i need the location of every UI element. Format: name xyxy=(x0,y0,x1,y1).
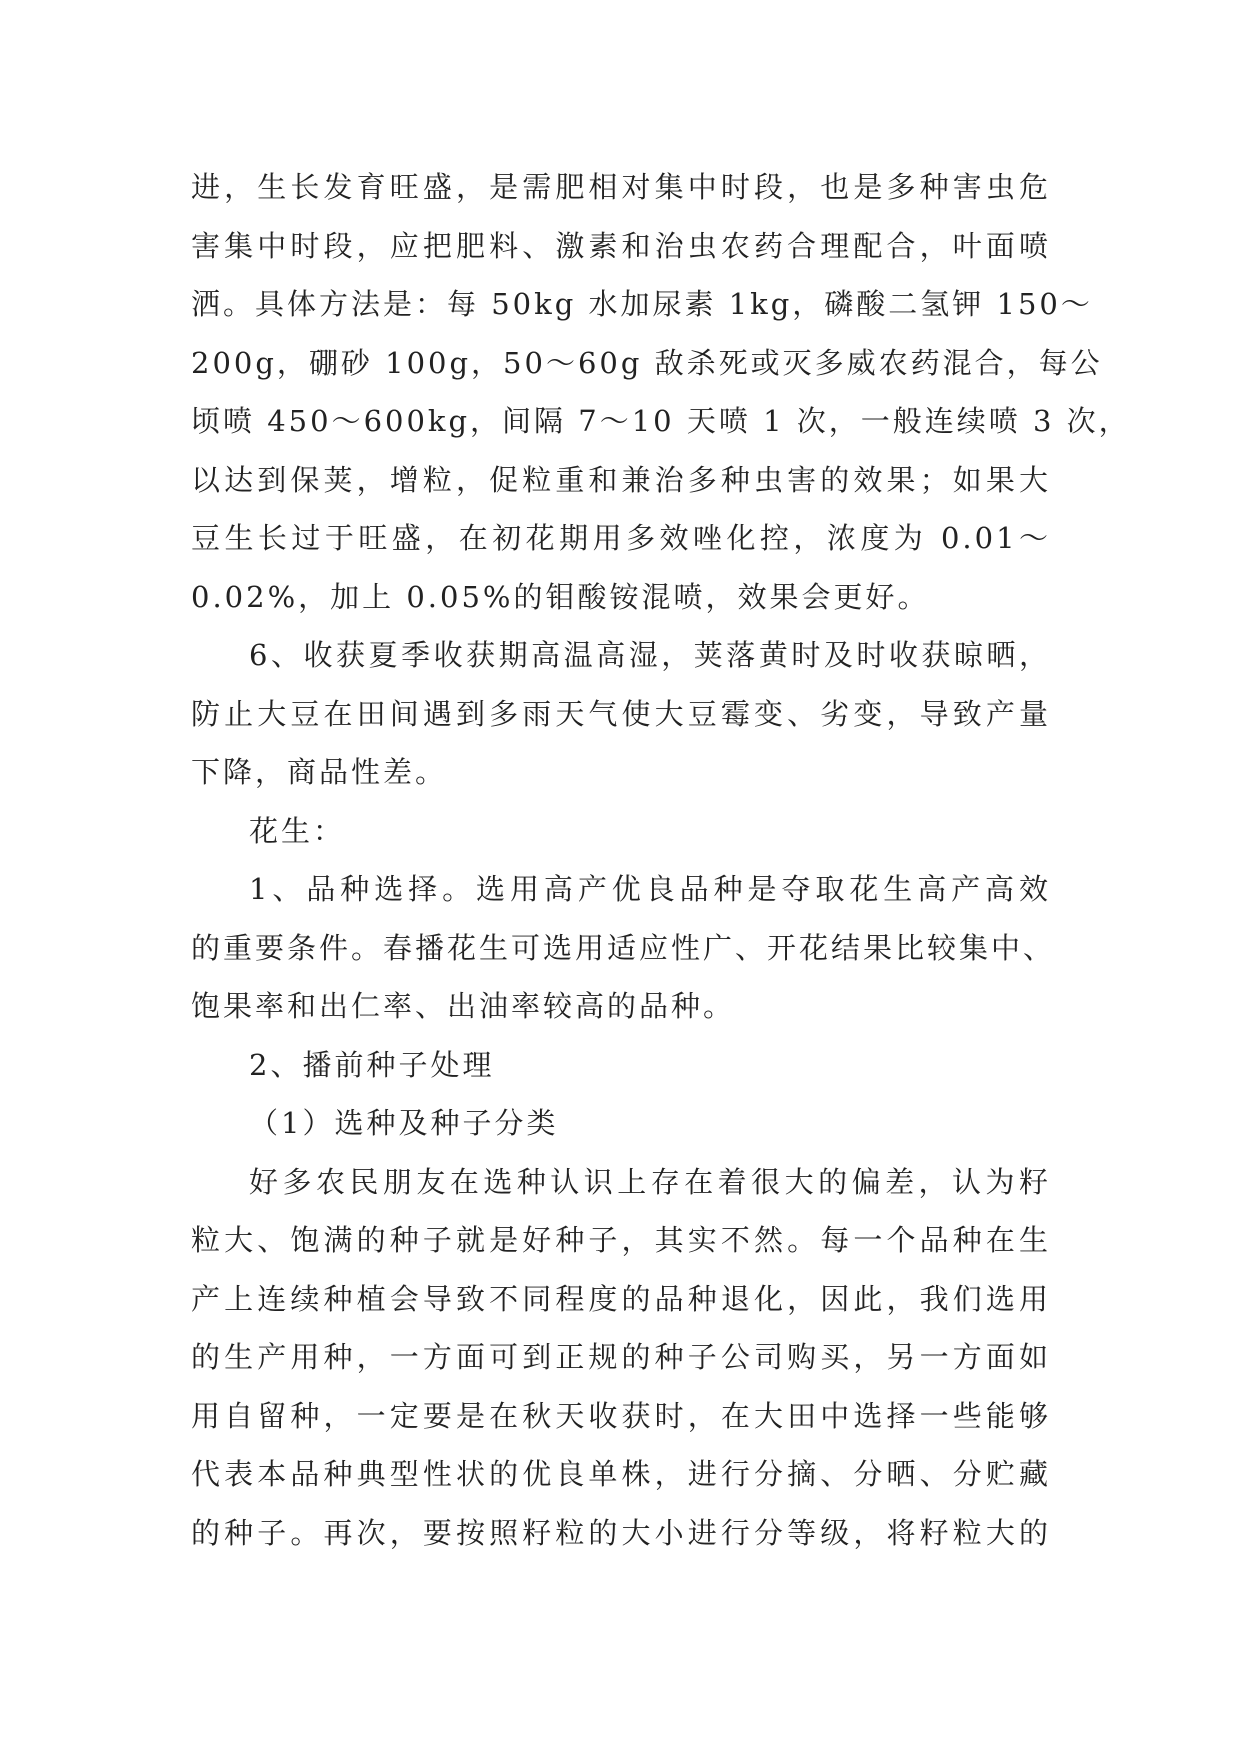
subsection-heading: （1）选种及种子分类 xyxy=(249,1106,559,1140)
text-line: 洒。具体方法是：每 50kg 水加尿素 1kg，磷酸二氢钾 150～ xyxy=(191,287,1093,321)
text-line: 的种子。再次，要按照籽粒的大小进行分等级，将籽粒大的 xyxy=(191,1515,1051,1550)
text-line: 防止大豆在田间遇到多雨天气使大豆霉变、劣变，导致产量 xyxy=(191,696,1051,731)
text-line: 1、品种选择。选用高产优良品种是夺取花生高产高效 xyxy=(249,872,1051,906)
text-line: 进，生长发育旺盛，是需肥相对集中时段，也是多种害虫危 xyxy=(191,170,1051,204)
section-heading: 花生： xyxy=(249,813,346,848)
text-line: 粒大、饱满的种子就是好种子，其实不然。每一个品种在生 xyxy=(191,1223,1051,1257)
text-line: 顷喷 450～600kg，间隔 7～10 天喷 1 次，一般连续喷 3 次， xyxy=(191,404,1131,438)
subsection-heading: 2、播前种子处理 xyxy=(249,1047,495,1082)
text-line: 代表本品种典型性状的优良单株，进行分摘、分晒、分贮藏 xyxy=(191,1457,1051,1491)
text-line: 产上连续种植会导致不同程度的品种退化，因此，我们选用 xyxy=(191,1281,1051,1316)
text-line: 饱果率和出仁率、出油率较高的品种。 xyxy=(191,989,736,1023)
text-line: 的生产用种，一方面可到正规的种子公司购买，另一方面如 xyxy=(191,1340,1051,1374)
text-line: 豆生长过于旺盛，在初花期用多效唑化控，浓度为 0.01～ xyxy=(191,521,1051,555)
text-line: 6、收获夏季收获期高温高湿，荚落黄时及时收获晾晒， xyxy=(249,638,1051,672)
text-line: 以达到保荚，增粒，促粒重和兼治多种虫害的效果；如果大 xyxy=(191,462,1051,497)
document-body xyxy=(191,158,1131,1562)
text-line: 下降，商品性差。 xyxy=(191,755,448,789)
text-line: 0.02%，加上 0.05%的钼酸铵混喷，效果会更好。 xyxy=(191,579,930,614)
text-line: 的重要条件。春播花生可选用适应性广、开花结果比较集中、 xyxy=(191,930,1056,965)
text-line: 害集中时段，应把肥料、激素和治虫农药合理配合，叶面喷 xyxy=(191,228,1051,263)
text-line: 200g，硼砂 100g，50～60g 敌杀死或灭多威农药混合，每公 xyxy=(191,345,1103,380)
text-line: 用自留种，一定要是在秋天收获时，在大田中选择一些能够 xyxy=(191,1398,1051,1433)
text-line: 好多农民朋友在选种认识上存在着很大的偏差，认为籽 xyxy=(249,1164,1051,1199)
